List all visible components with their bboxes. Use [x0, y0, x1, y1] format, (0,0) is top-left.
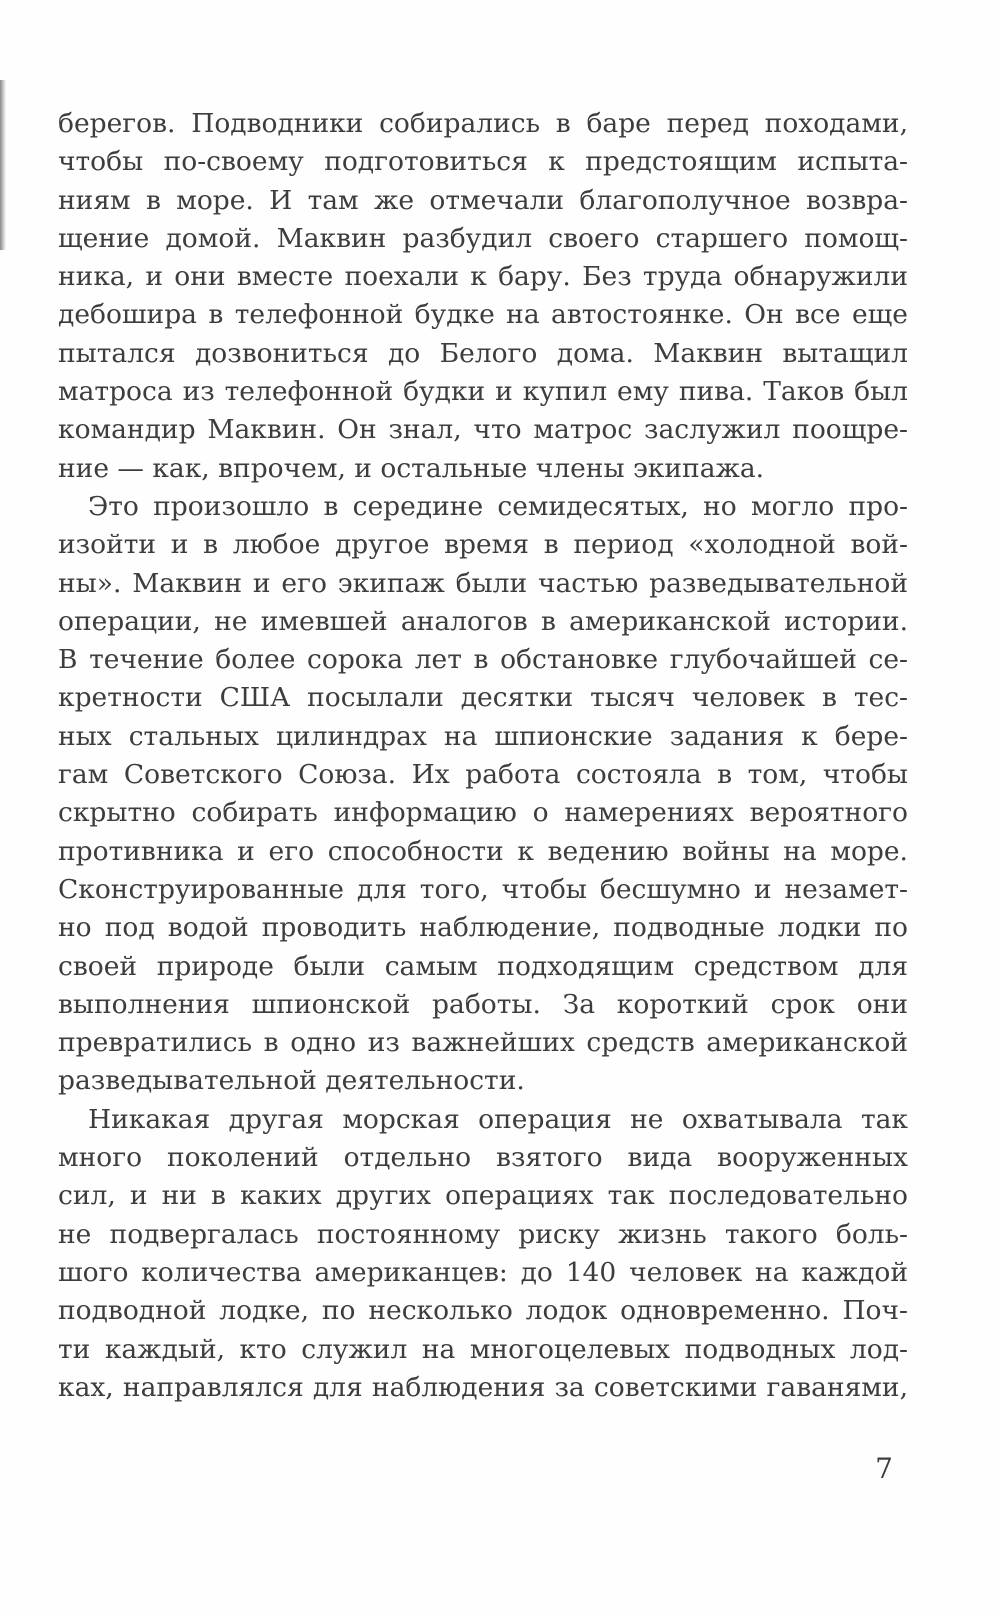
text-line: гам Советского Союза. Их работа состояла в том, чтобы: [58, 759, 908, 791]
text-line: сил, и ни в каких других операциях так последовательно: [58, 1180, 908, 1212]
text-line: ника, и они вместе поехали к бару. Без труда обнаружили: [58, 261, 908, 293]
text-line: кретности США посылали десятки тысяч человек в тес-: [58, 682, 908, 714]
text-line: матроса из телефонной будки и купил ему пива. Таков был: [58, 376, 908, 408]
text-line: Это произошло в середине семидесятых, но могло про-: [88, 490, 908, 522]
text-line: шого количества американцев: до 140 человек на каждой: [58, 1256, 908, 1288]
page-number: 7: [875, 1452, 893, 1485]
text-line: скрытно собирать информацию о намерениях вероятного: [58, 797, 908, 829]
text-line: щение домой. Маквин разбудил своего старшего помощ-: [58, 222, 908, 254]
text-line: разведывательной деятельности.: [58, 1065, 525, 1097]
text-line: В течение более сорока лет в обстановке глубочайшей се-: [58, 644, 908, 676]
text-line: изойти и в любое другое время в период «холодной вой-: [58, 529, 908, 561]
text-line: Никакая другая морская операция не охватывала так: [88, 1103, 908, 1135]
text-line: пытался дозвониться до Белого дома. Маквин вытащил: [58, 337, 908, 369]
body-text: [58, 105, 908, 1407]
page-edge-shadow: [0, 80, 6, 250]
text-line: командир Маквин. Он знал, что матрос заслужил поощре-: [58, 414, 908, 446]
text-line: ниям в море. И там же отмечали благополучное возвра-: [58, 184, 908, 216]
text-line: чтобы по-своему подготовиться к предстоящим испыта-: [58, 146, 908, 178]
text-line: но под водой проводить наблюдение, подводные лодки по: [58, 912, 908, 944]
text-line: операции, не имевшей аналогов в американской истории.: [58, 605, 908, 637]
text-line: подводной лодке, по несколько лодок одновременно. Поч-: [58, 1295, 908, 1327]
text-line: много поколений отдельно взятого вида вооруженных: [58, 1142, 908, 1174]
text-line: не подвергалась постоянному риску жизнь такого боль-: [58, 1218, 908, 1250]
text-line: дебошира в телефонной будке на автостоянке. Он все еще: [58, 299, 908, 331]
text-line: ны». Маквин и его экипаж были частью разведывательной: [58, 567, 908, 599]
text-line: ках, направлялся для наблюдения за советскими гаванями,: [58, 1371, 908, 1403]
paragraph-1: [58, 105, 908, 488]
paragraph-3: [58, 1101, 908, 1407]
text-line: выполнения шпионской работы. За короткий срок они: [58, 988, 908, 1020]
text-line: берегов. Подводники собирались в баре перед походами,: [58, 108, 908, 139]
text-line: ных стальных цилиндрах на шпионские задания к бере-: [58, 720, 908, 752]
text-line: превратились в одно из важнейших средств американской: [58, 1027, 908, 1059]
text-line: ние — как, впрочем, и остальные члены экипажа.: [58, 452, 765, 484]
paragraph-2: [58, 488, 908, 1101]
text-line: противника и его способности к ведению войны на море.: [58, 835, 908, 867]
text-line: своей природе были самым подходящим средством для: [58, 950, 908, 982]
text-line: ти каждый, кто служил на многоцелевых подводных лод-: [58, 1333, 908, 1365]
text-line: Сконструированные для того, чтобы бесшумно и незамет-: [58, 873, 908, 905]
